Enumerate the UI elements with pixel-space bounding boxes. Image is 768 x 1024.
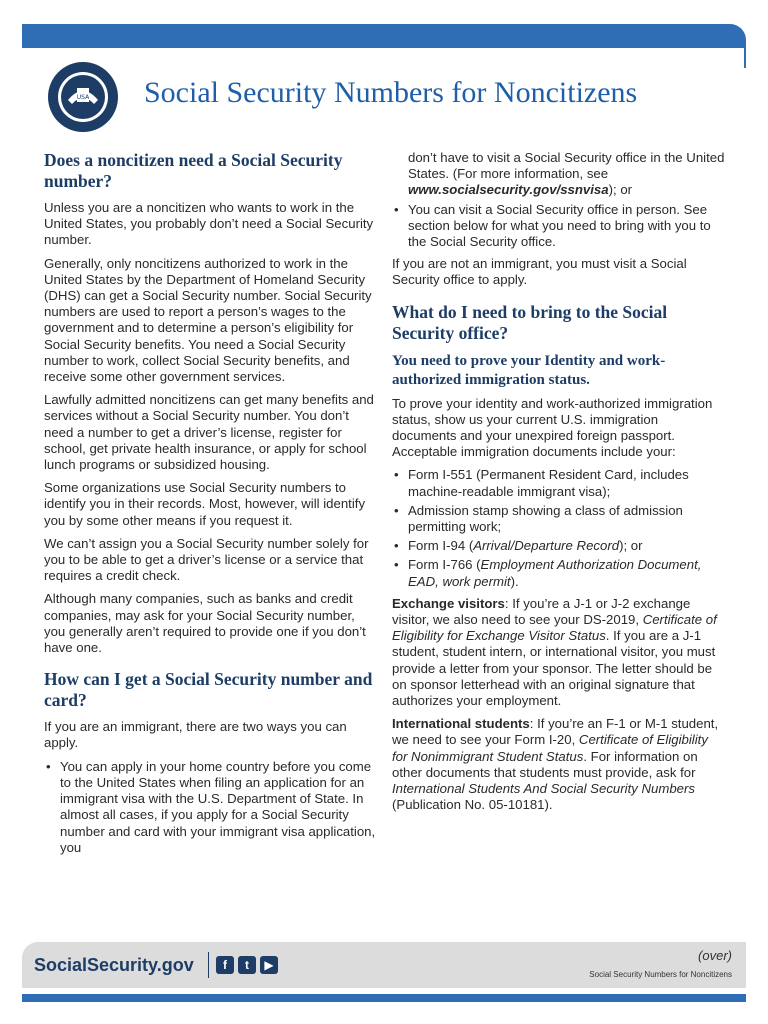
list-item: • Form I-551 (Permanent Resident Card, includes machine-readable immigrant visa); <box>392 467 726 499</box>
heading-what-to-bring: What do I need to bring to the Social Security office? <box>392 301 668 343</box>
top-banner <box>22 24 746 48</box>
paragraph: Unless you are a noncitizen who wants to work in the United States, you probably don’t need a Social Security number. <box>44 200 374 248</box>
footer-divider <box>208 952 209 978</box>
footer <box>22 942 746 988</box>
over-label: (over) <box>698 948 732 963</box>
ssnvisa-link[interactable]: www.socialsecurity.gov/ssnvisa <box>408 182 609 198</box>
international-students-paragraph: International students: If you’re an F-1 or M-1 student, we need to see your Form I-20, Certificate of Eligibility for Nonimmigrant Student Status. For information on other documents that students must provide, ask for International Students And Social Security Numbers (Publication No. 05-10181). <box>392 716 719 813</box>
list-item: • Form I-94 (Arrival/Departure Record); or <box>392 538 726 554</box>
heading-need-ssn: Does a noncitizen need a Social Security number? <box>44 150 343 191</box>
footer-document-title: Social Security Numbers for Noncitizens <box>589 970 732 979</box>
paragraph: Some organizations use Social Security numbers to identify you in their records. Most, however, will identify you by some other means if you request it. <box>44 480 366 528</box>
left-column <box>44 150 376 862</box>
list-item: • You can visit a Social Security office in person. See section below for what you need to bring with you to the Social Security office. <box>392 202 726 251</box>
paragraph: Lawfully admitted noncitizens can get many benefits and services without a Social Security number. You don’t need a number to get a driver’s license, register for school, get private health insurance, or apply for school lunch programs or subsidized housing. <box>44 392 374 473</box>
exchange-visitors-paragraph: Exchange visitors: If you’re a J-1 or J-2 exchange visitor, we also need to see your DS-2019, Certificate of Eligibility for Exchange Visitor Status. If you are a J-1 student, student intern, or international visitor, you must provide a letter from your sponsor. The letter should be on sponsor letterhead with an original signature that authorizes your employment. <box>392 595 717 709</box>
paragraph: If you are an immigrant, there are two ways you can apply. <box>44 719 347 751</box>
facebook-icon[interactable]: f <box>216 956 234 974</box>
list-item: • Form I-766 (Employment Authorization Document, EAD, work permit). <box>392 557 726 589</box>
right-column <box>392 150 726 821</box>
twitter-icon[interactable]: t <box>238 956 256 974</box>
seal-icon <box>46 60 120 134</box>
paragraph: To prove your identity and work-authorized immigration status, show us your current U.S. immigration documents and your unexpired foreign passport. Acceptable immigration documents include your: <box>392 395 713 460</box>
apply-options-list <box>44 759 376 856</box>
heading-how-get-ssn: How can I get a Social Security number and card? <box>44 669 373 711</box>
svg-text:USA: USA <box>76 94 90 101</box>
paragraph: Although many companies, such as banks and credit companies, may ask for your Social Security number, you generally aren’t required to provide one if you don’t have one. <box>44 591 366 656</box>
social-icons <box>216 956 278 974</box>
footer-site-link[interactable]: SocialSecurity.gov <box>34 955 194 975</box>
documents-list <box>392 467 726 589</box>
list-item-continued: don’t have to visit a Social Security office in the United States. (For more information, see www.socialsecurity.gov/ssnvisa); or <box>408 150 725 198</box>
apply-options-list-continued <box>392 150 726 250</box>
paragraph: We can’t assign you a Social Security number solely for you to be able to get a driver’s license or a service that requires a credit check. <box>44 535 369 584</box>
subheading-prove-identity: You need to prove your Identity and work-authorized immigration status. <box>392 352 666 388</box>
list-item: • Admission stamp showing a class of admission permitting work; <box>392 503 726 535</box>
youtube-icon[interactable]: ▶ <box>260 956 278 974</box>
bottom-banner <box>22 994 746 1002</box>
paragraph: Generally, only noncitizens authorized to work in the United States by the Department of Homeland Security (DHS) can get a Social Security number. Social Security numbers are used to report a person’s wages to the government and to determine a person’s eligibility for Social Security benefits. You need a Social Security number to work, collect Social Security benefits, and receive some other government services. <box>44 255 372 385</box>
paragraph: If you are not an immigrant, you must visit a Social Security office to apply. <box>392 256 687 288</box>
ssa-seal-logo <box>46 60 120 134</box>
page-title: Social Security Numbers for Noncitizens <box>144 76 638 109</box>
list-item: • You can apply in your home country before you come to the United States when filing an application for an immigrant visa with the U.S. Department of State. In almost all cases, if you apply for a Social Security number and card with your immigrant visa application, you <box>44 759 376 856</box>
